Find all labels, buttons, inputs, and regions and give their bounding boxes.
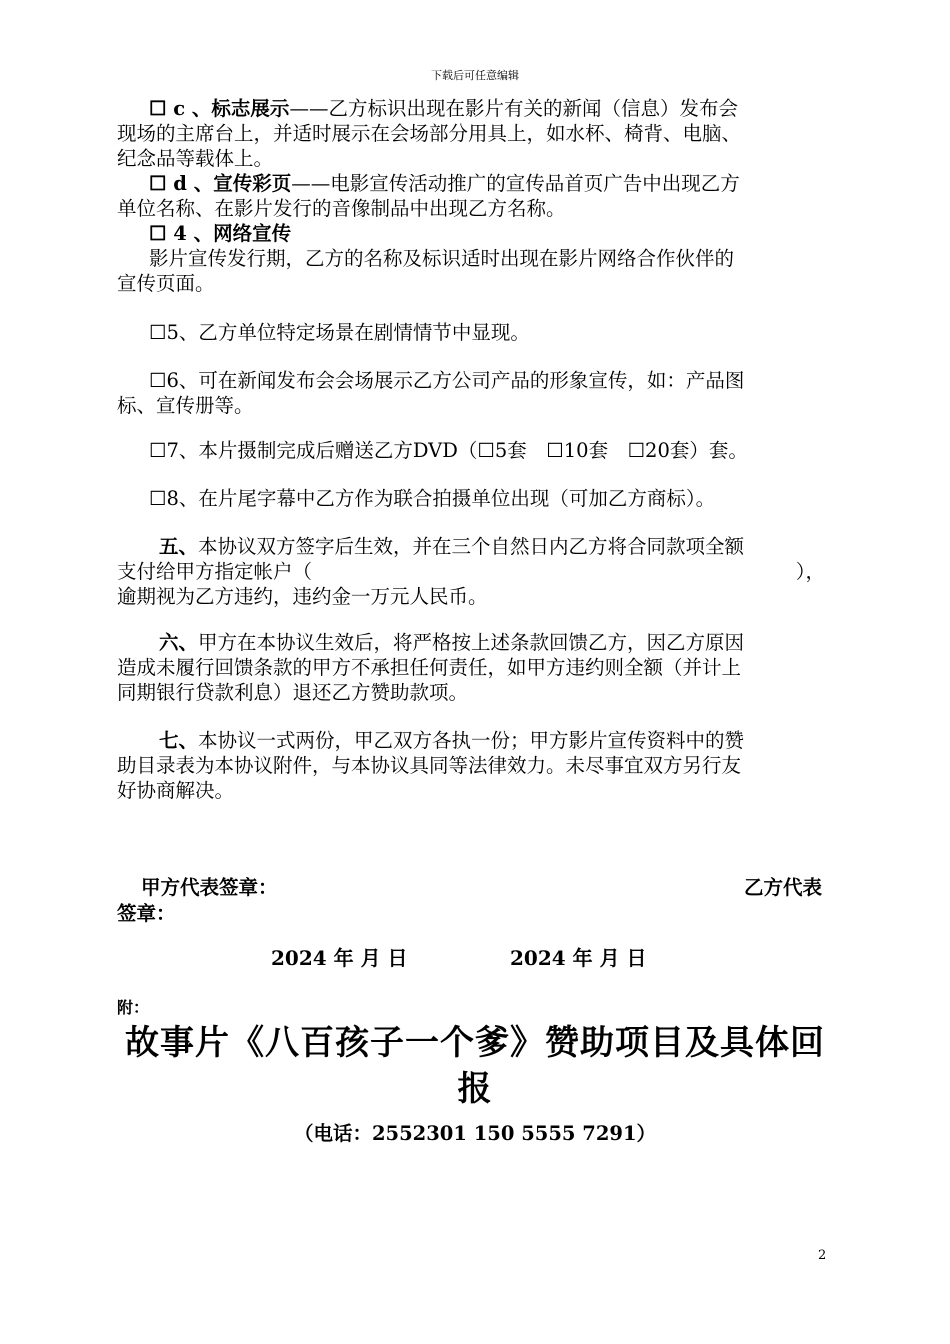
item-8: ☐8、在片尾字幕中乙方作为联合拍摄单位出现（可加乙方商标）。 <box>149 487 716 510</box>
item-4-heading: ☐ 4 、网络宣传 <box>149 222 292 245</box>
page-number: 2 <box>818 1248 827 1263</box>
item-d-line-1: ☐ d 、宣传彩页——电影宣传活动推广的宣传品首页广告中出现乙方 <box>149 172 740 195</box>
item-4-line-1: 影片宣传发行期，乙方的名称及标识适时出现在影片网络合作伙伴的 <box>149 247 735 270</box>
item-7: ☐7、本片摄制完成后赠送乙方DVD（☐5套 ☐10套 ☐20套）套。 <box>149 439 748 462</box>
item-6: ☐6、可在新闻发布会会场展示乙方公司产品的形象宣传，如：产品图 标、宣传册等。 <box>117 369 745 417</box>
page-header: 下载后可任意编辑 <box>431 69 519 82</box>
item-d-line-2: 单位名称、在影片发行的音像制品中出现乙方名称。 <box>117 197 566 220</box>
appendix-label: 附： <box>117 998 150 1017</box>
clause-six: 六、甲方在本协议生效后，将严格按上述条款回馈乙方，因乙方原因 造成未履行回馈条款的甲方不承担任何责任，如甲方违约则全额（并计上 同期银行贷款利息）退还乙方赞助款项。 <box>117 631 745 704</box>
item-4-line-2: 宣传页面。 <box>117 272 215 295</box>
party-a-signature-label: 甲方代表签章： <box>141 876 278 899</box>
item-c-line-3: 纪念品等载体上。 <box>117 147 274 170</box>
date-party-b: 2024 年 月 日 <box>510 946 647 970</box>
party-b-signature-label-cont: 签章： <box>117 902 176 925</box>
date-party-a: 2024 年 月 日 <box>271 946 408 970</box>
contact-phone: （电话：2552301 150 5555 7291） <box>293 1122 657 1145</box>
item-5: ☐5、乙方单位特定场景在剧情情节中显现。 <box>149 321 530 344</box>
party-b-signature-label: 乙方代表 <box>743 876 822 899</box>
item-c-line-1: ☐ c 、标志展示——乙方标识出现在影片有关的新闻（信息）发布会 <box>149 97 738 120</box>
clause-seven: 七、本协议一式两份，甲乙双方各执一份；甲方影片宣传资料中的赞 助目录表为本协议附件，与本协议具同等法律效力。未尽事宜双方另行友 好协商解决。 <box>117 729 745 802</box>
appendix-title: 故事片《八百孩子一个爹》赞助项目及具体回 报 <box>125 1023 825 1109</box>
benefit-items-block <box>117 96 832 296</box>
item-c-line-2: 现场的主席台上，并适时展示在会场部分用具上，如水杯、椅背、电脑、 <box>117 122 742 145</box>
clause-five: 五、本协议双方签字后生效，并在三个自然日内乙方将合同款项全额 支付给甲方指定帐户（ ）， 逾期视为乙方违约，违约金一万元人民币。 <box>117 535 825 608</box>
signature-row <box>117 872 832 900</box>
